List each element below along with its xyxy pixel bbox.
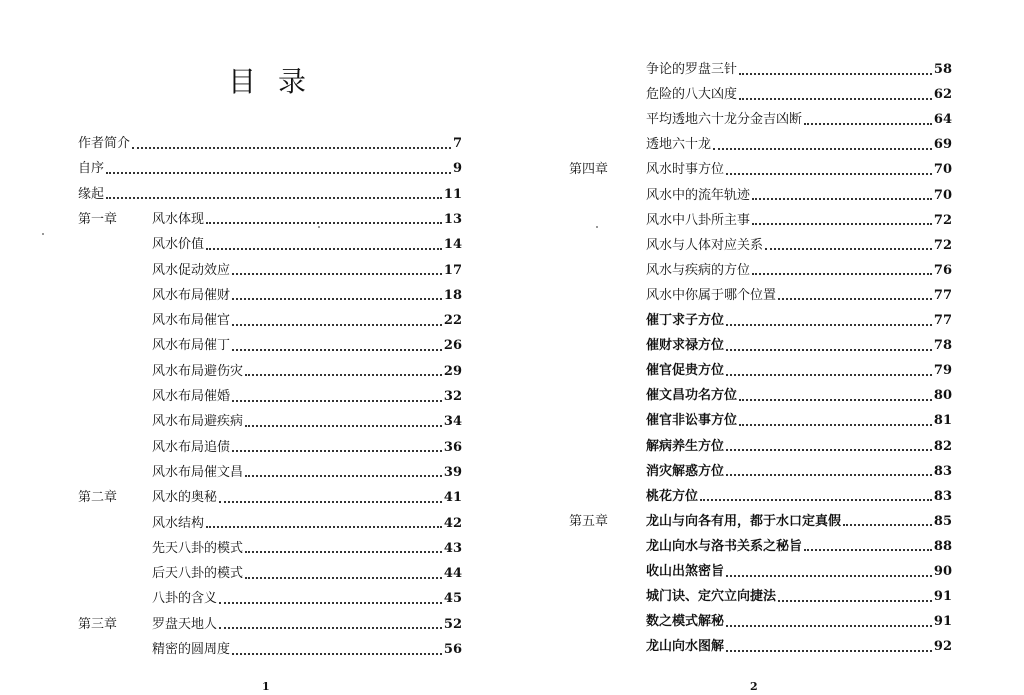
toc-page-number: 17 [443,262,462,278]
toc-dot-leader [219,500,442,503]
toc-entry-title: 风水布局催婚 [152,389,231,404]
toc-entry-title: 风水与人体对应关系 [646,237,764,253]
page-title: 目录 [228,65,329,98]
toc-entry-title: 消灾解惑方位 [646,463,725,479]
toc-entry [78,589,462,609]
toc-entry [569,487,952,507]
toc-entry-title: 风水中的流年轨迹 [646,187,751,203]
toc-page-number: 32 [443,389,462,404]
toc-entry [78,488,462,508]
toc-dot-leader [739,423,932,426]
toc-page-number: 83 [933,463,952,479]
scan-speck [318,226,320,228]
toc-page-number: 39 [443,464,462,480]
right-page [512,0,1024,695]
toc-entry [569,512,952,532]
toc-dot-leader [206,247,442,250]
toc-dot-leader [752,272,932,275]
toc-entry [78,640,462,660]
toc-entry [569,186,952,206]
toc-entry [78,387,462,407]
toc-entry [78,438,462,458]
toc-dot-leader [726,649,932,652]
toc-entry-title: 透地六十龙 [646,137,712,153]
toc-page-number: 72 [933,237,952,253]
toc-entry-title: 风水体现 [152,211,205,227]
toc-dot-leader [206,525,442,528]
toc-entry-title: 龙山与向各有用，都于水口定真假 [646,513,842,529]
toc-entry-title: 先天八卦的模式 [152,540,244,556]
toc-entry [78,615,462,635]
toc-page-number: 45 [443,591,462,607]
toc-page-number: 29 [443,363,462,379]
toc-entry-title: 罗盘天地人 [152,616,218,632]
toc-page-number: 70 [933,187,952,203]
toc-page-number: 91 [933,614,952,630]
toc-dot-leader [726,373,932,376]
toc-entry-title: 后天八卦的模式 [152,566,244,582]
toc-page-number: 22 [443,313,462,329]
toc-page-number: 76 [933,262,952,278]
toc-dot-leader [739,72,932,75]
scan-speck [596,226,598,228]
page-number-left: 1 [262,680,270,693]
toc-entry-title: 风水布局催丁 [152,338,231,354]
toc-page-number: 11 [443,186,462,202]
toc-entry [569,411,952,431]
toc-dot-leader [245,550,442,553]
toc-page-number: 18 [443,287,462,303]
toc-entry [569,587,952,607]
toc-page-number: 41 [443,490,462,506]
toc-entry [569,437,952,457]
toc-entry-title: 催丁求子方位 [646,313,725,328]
toc-entry-title: 城门诀、定穴立向捷法 [646,589,777,605]
toc-entry-title: 作者简介 [78,136,131,151]
toc-entry [78,261,462,281]
toc-dot-leader [232,297,442,300]
toc-page-number: 36 [443,439,462,455]
toc-entry-title: 数之模式解秘 [646,614,725,630]
toc-entry [78,159,462,179]
toc-dot-leader [726,323,932,326]
toc-dot-leader [843,523,932,526]
toc-page-number: 80 [933,388,952,404]
toc-entry-title: 危险的八大凶度 [646,87,738,103]
toc-entry [78,336,462,356]
toc-dot-leader [219,626,442,629]
toc-entry [78,463,462,483]
toc-page-number: 43 [443,540,462,556]
toc-dot-leader [713,147,932,150]
toc-chapter-label: 第四章 [569,162,609,178]
toc-page-number: 72 [933,212,952,228]
toc-page-number: 42 [443,515,462,531]
toc-entry [78,362,462,382]
toc-entry-title: 风水促动效应 [152,262,231,278]
toc-page-number: 92 [933,639,952,655]
toc-page-number: 14 [443,237,462,253]
toc-entry-title: 收山出煞密旨 [646,564,725,579]
toc-entry-title: 八卦的含义 [152,591,218,607]
toc-entry-title: 风水的奥秘 [152,490,218,506]
toc-page-number: 82 [933,438,952,454]
toc-page-number: 78 [933,338,952,354]
toc-dot-leader [232,272,442,275]
toc-entry [569,612,952,632]
toc-dot-leader [726,172,932,175]
toc-entry [569,311,952,331]
toc-dot-leader [232,323,442,326]
toc-entry [569,85,952,105]
toc-entry-title: 风水布局催文昌 [152,464,244,480]
toc-entry [569,286,952,306]
toc-page-number: 83 [933,488,952,504]
toc-dot-leader [778,297,932,300]
toc-page-number: 52 [443,616,462,632]
toc-entry [78,185,462,205]
toc-entry [78,235,462,255]
toc-dot-leader [232,652,442,655]
toc-dot-leader [726,348,932,351]
toc-dot-leader [804,122,932,125]
toc-entry [569,537,952,557]
toc-dot-leader [752,197,932,200]
toc-dot-leader [245,474,442,477]
toc-page-number: 79 [933,363,952,379]
toc-page-number: 9 [452,161,462,177]
toc-page-number: 85 [933,513,952,529]
toc-entry [78,286,462,306]
toc-page-number: 77 [933,287,952,303]
toc-dot-leader [804,548,932,551]
toc-page-number: 77 [933,313,952,328]
toc-dot-leader [726,448,932,451]
toc-entry-title: 解病养生方位 [646,438,725,454]
toc-page-number: 70 [933,162,952,178]
toc-entry [569,361,952,381]
toc-entry [78,311,462,331]
toc-chapter-label: 第三章 [78,616,118,632]
toc-page-number: 34 [443,414,462,430]
toc-dot-leader [245,373,442,376]
toc-entry [569,562,952,582]
toc-page-number: 13 [443,211,462,227]
toc-dot-leader [726,624,932,627]
toc-entry-title: 催文昌功名方位 [646,388,738,404]
toc-dot-leader [739,97,932,100]
toc-dot-leader [206,221,442,224]
toc-dot-leader [232,348,442,351]
toc-entry [78,539,462,559]
toc-entry-title: 催官非讼事方位 [646,413,738,429]
toc-entry [569,336,952,356]
toc-chapter-label: 第一章 [78,211,118,227]
toc-entry-title: 催财求禄方位 [646,338,725,354]
toc-page-number: 90 [933,564,952,579]
toc-entry-title: 龙山向水与洛书关系之秘旨 [646,538,803,554]
toc-dot-leader [106,196,442,199]
toc-dot-leader [132,146,451,149]
toc-dot-leader [232,449,442,452]
toc-page-number: 58 [933,62,952,77]
toc-entry-title: 桃花方位 [646,488,699,504]
toc-dot-leader [700,498,932,501]
toc-dot-leader [778,599,932,602]
toc-entry [569,236,952,256]
toc-dot-leader [106,171,451,174]
toc-page-number: 91 [933,589,952,605]
toc-entry-title: 平均透地六十龙分金吉凶断 [646,112,803,128]
toc-dot-leader [752,222,932,225]
toc-page-number: 69 [933,137,952,153]
toc-entry [569,462,952,482]
toc-page-number: 88 [933,538,952,554]
toc-entry-title: 风水时事方位 [646,162,725,178]
toc-entry-title: 自序 [78,161,105,177]
toc-entry-title: 精密的圆周度 [152,642,231,657]
toc-page-number: 62 [933,87,952,103]
toc-entry [78,210,462,230]
toc-dot-leader [739,398,932,401]
toc-chapter-label: 第五章 [569,513,609,529]
scan-speck [42,233,44,235]
toc-dot-leader [726,473,932,476]
toc-entry [569,60,952,80]
page-number-right: 2 [750,680,758,693]
toc-dot-leader [765,247,932,250]
toc-entry [78,134,462,154]
toc-entry [569,386,952,406]
toc-dot-leader [245,576,442,579]
toc-entry-title: 龙山向水图解 [646,639,725,655]
toc-entry [569,211,952,231]
toc-entry [569,160,952,180]
toc-page-number: 7 [452,136,462,151]
toc-page-number: 81 [933,413,952,429]
toc-entry-title: 催官促贵方位 [646,363,725,379]
toc-entry [569,637,952,657]
toc-entry-title: 风水布局催财 [152,287,231,303]
toc-entry-title: 争论的罗盘三针 [646,62,738,77]
toc-entry [569,135,952,155]
toc-entry-title: 风水中你属于哪个位置 [646,287,777,303]
toc-entry-title: 风水布局追债 [152,439,231,455]
toc-entry-title: 风水中八卦所主事 [646,212,751,228]
toc-dot-leader [245,424,442,427]
toc-entry-title: 缘起 [78,186,105,202]
toc-entry-title: 风水布局催官 [152,313,231,329]
toc-page-number: 26 [443,338,462,354]
toc-entry [78,412,462,432]
toc-entry-title: 风水与疾病的方位 [646,262,751,278]
toc-dot-leader [726,574,932,577]
toc-entry-title: 风水价值 [152,237,205,253]
toc-entry-title: 风水结构 [152,515,205,531]
toc-entry [78,564,462,584]
toc-entry [569,110,952,130]
toc-page-number: 56 [443,642,462,657]
toc-entry [569,261,952,281]
toc-entry-title: 风水布局避伤灾 [152,363,244,379]
toc-entry-title: 风水布局避疾病 [152,414,244,430]
toc-page-number: 44 [443,566,462,582]
toc-entry [78,514,462,534]
toc-chapter-label: 第二章 [78,490,118,506]
toc-dot-leader [232,399,442,402]
toc-page-number: 64 [933,112,952,128]
toc-dot-leader [219,601,442,604]
